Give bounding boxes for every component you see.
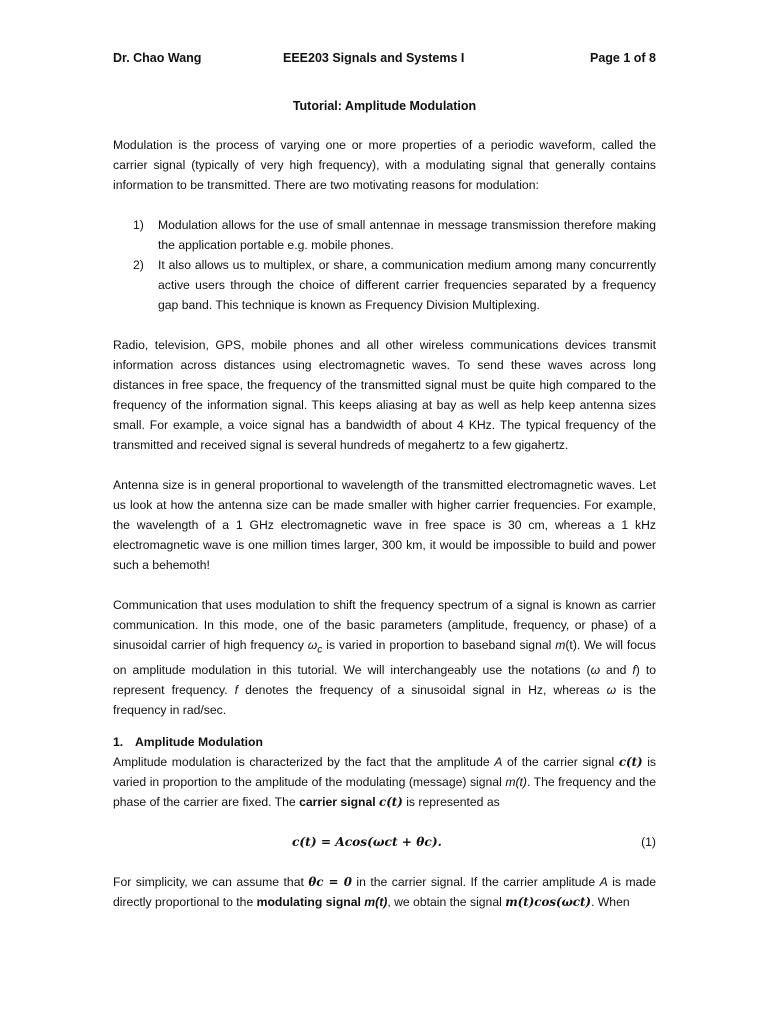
carrier-math: c(t) (618, 755, 643, 769)
page-number: Page 1 of 8 (590, 51, 656, 65)
list-item (133, 215, 656, 255)
document-title: Tutorial: Amplitude Modulation (292, 99, 477, 113)
equation-number: (1) (641, 835, 656, 849)
omega-c-symbol: $\omega_c$ (307, 638, 323, 656)
list-item-text: Modulation allows for the use of small antennae in message transmission therefore making the application portable e.g. mobile phones. (158, 218, 656, 252)
list-item-number: 1) (133, 218, 144, 232)
author-name: Dr. Chao Wang (113, 51, 202, 65)
simplicity-paragraph: For simplicity, we can assume that θc = 0 in the carrier signal. If the carrier amplitude A is made directly proportional to the modulating signal m(t), we obtain the signal m(t)cos(ωct). When (113, 875, 656, 909)
carrier-math: c(t) (379, 795, 403, 809)
section-number: 1. (113, 735, 124, 749)
section-heading (113, 732, 263, 752)
equation-expression: c(t) = Acos(ωct + θc). (292, 835, 442, 849)
course-title: EEE203 Signals and Systems I (283, 51, 465, 65)
radio-paragraph: Radio, television, GPS, mobile phones and all other wireless communications devices transmit information across distances using electromagnetic waves. To send these waves across long distances in free space, the frequency of the transmitted signal must be quite high compared to the frequency of the information signal. This keeps aliasing at bay as well as help keep antenna sizes small. For example, a voice signal has a bandwidth of about 4 KHz. The typical frequency of the transmitted and received signal is several hundreds of megahertz to a few gigahertz. (113, 338, 656, 452)
list-item-number: 2) (133, 258, 144, 272)
list-item (133, 255, 656, 315)
section-title: Amplitude Modulation (135, 735, 263, 749)
carrier-paragraph: Communication that uses modulation to shift the frequency spectrum of a signal is known as carrier communication. In this mode, one of the basic parameters (amplitude, frequency, or phase) of a sinusoidal carrier of high frequency $\omega_c$ is varied in proportion to baseband signal m(t). We will focus on amplitude modulation in this tutorial. We will interchangeably use the notations (ω and f) to represent frequency. f denotes the frequency of a sinusoidal signal in Hz, whereas ω is the frequency in rad/sec. (113, 598, 657, 718)
page-header (113, 48, 656, 66)
am-paragraph: Amplitude modulation is characterized by the fact that the amplitude A of the carrier signal c(t) is varied in proportion to the amplitude of the modulating (message) signal m(t). The frequency and the phase of the carrier are fixed. The carrier signal c(t) is represented as (113, 755, 657, 809)
intro-paragraph: Modulation is the process of varying one or more properties of a periodic waveform, called the carrier signal (typically of very high frequency), with a modulating signal that generally contains information to be transmitted. There are two motivating reasons for modulation: (113, 138, 656, 192)
reasons-list (133, 215, 656, 315)
product-math: m(t)cos(ωct) (505, 895, 592, 909)
equation-1 (113, 832, 656, 852)
list-item-text: It also allows us to multiplex, or share, a communication medium among many concurrently active users through the choice of different carrier frequencies separated by a frequency gap band. This technique is known as Frequency Division Multiplexing. (158, 258, 656, 312)
antenna-paragraph: Antenna size is in general proportional to wavelength of the transmitted electromagnetic waves. Let us look at how the antenna size can be made smaller with higher carrier frequencies. For example, the wavelength of a 1 GHz electromagnetic wave in free space is 30 cm, whereas a 1 kHz electromagnetic wave is one million times larger, 300 km, it would be impossible to build and power such a behemoth! (113, 478, 656, 572)
theta-math: θc = 0 (308, 875, 352, 889)
